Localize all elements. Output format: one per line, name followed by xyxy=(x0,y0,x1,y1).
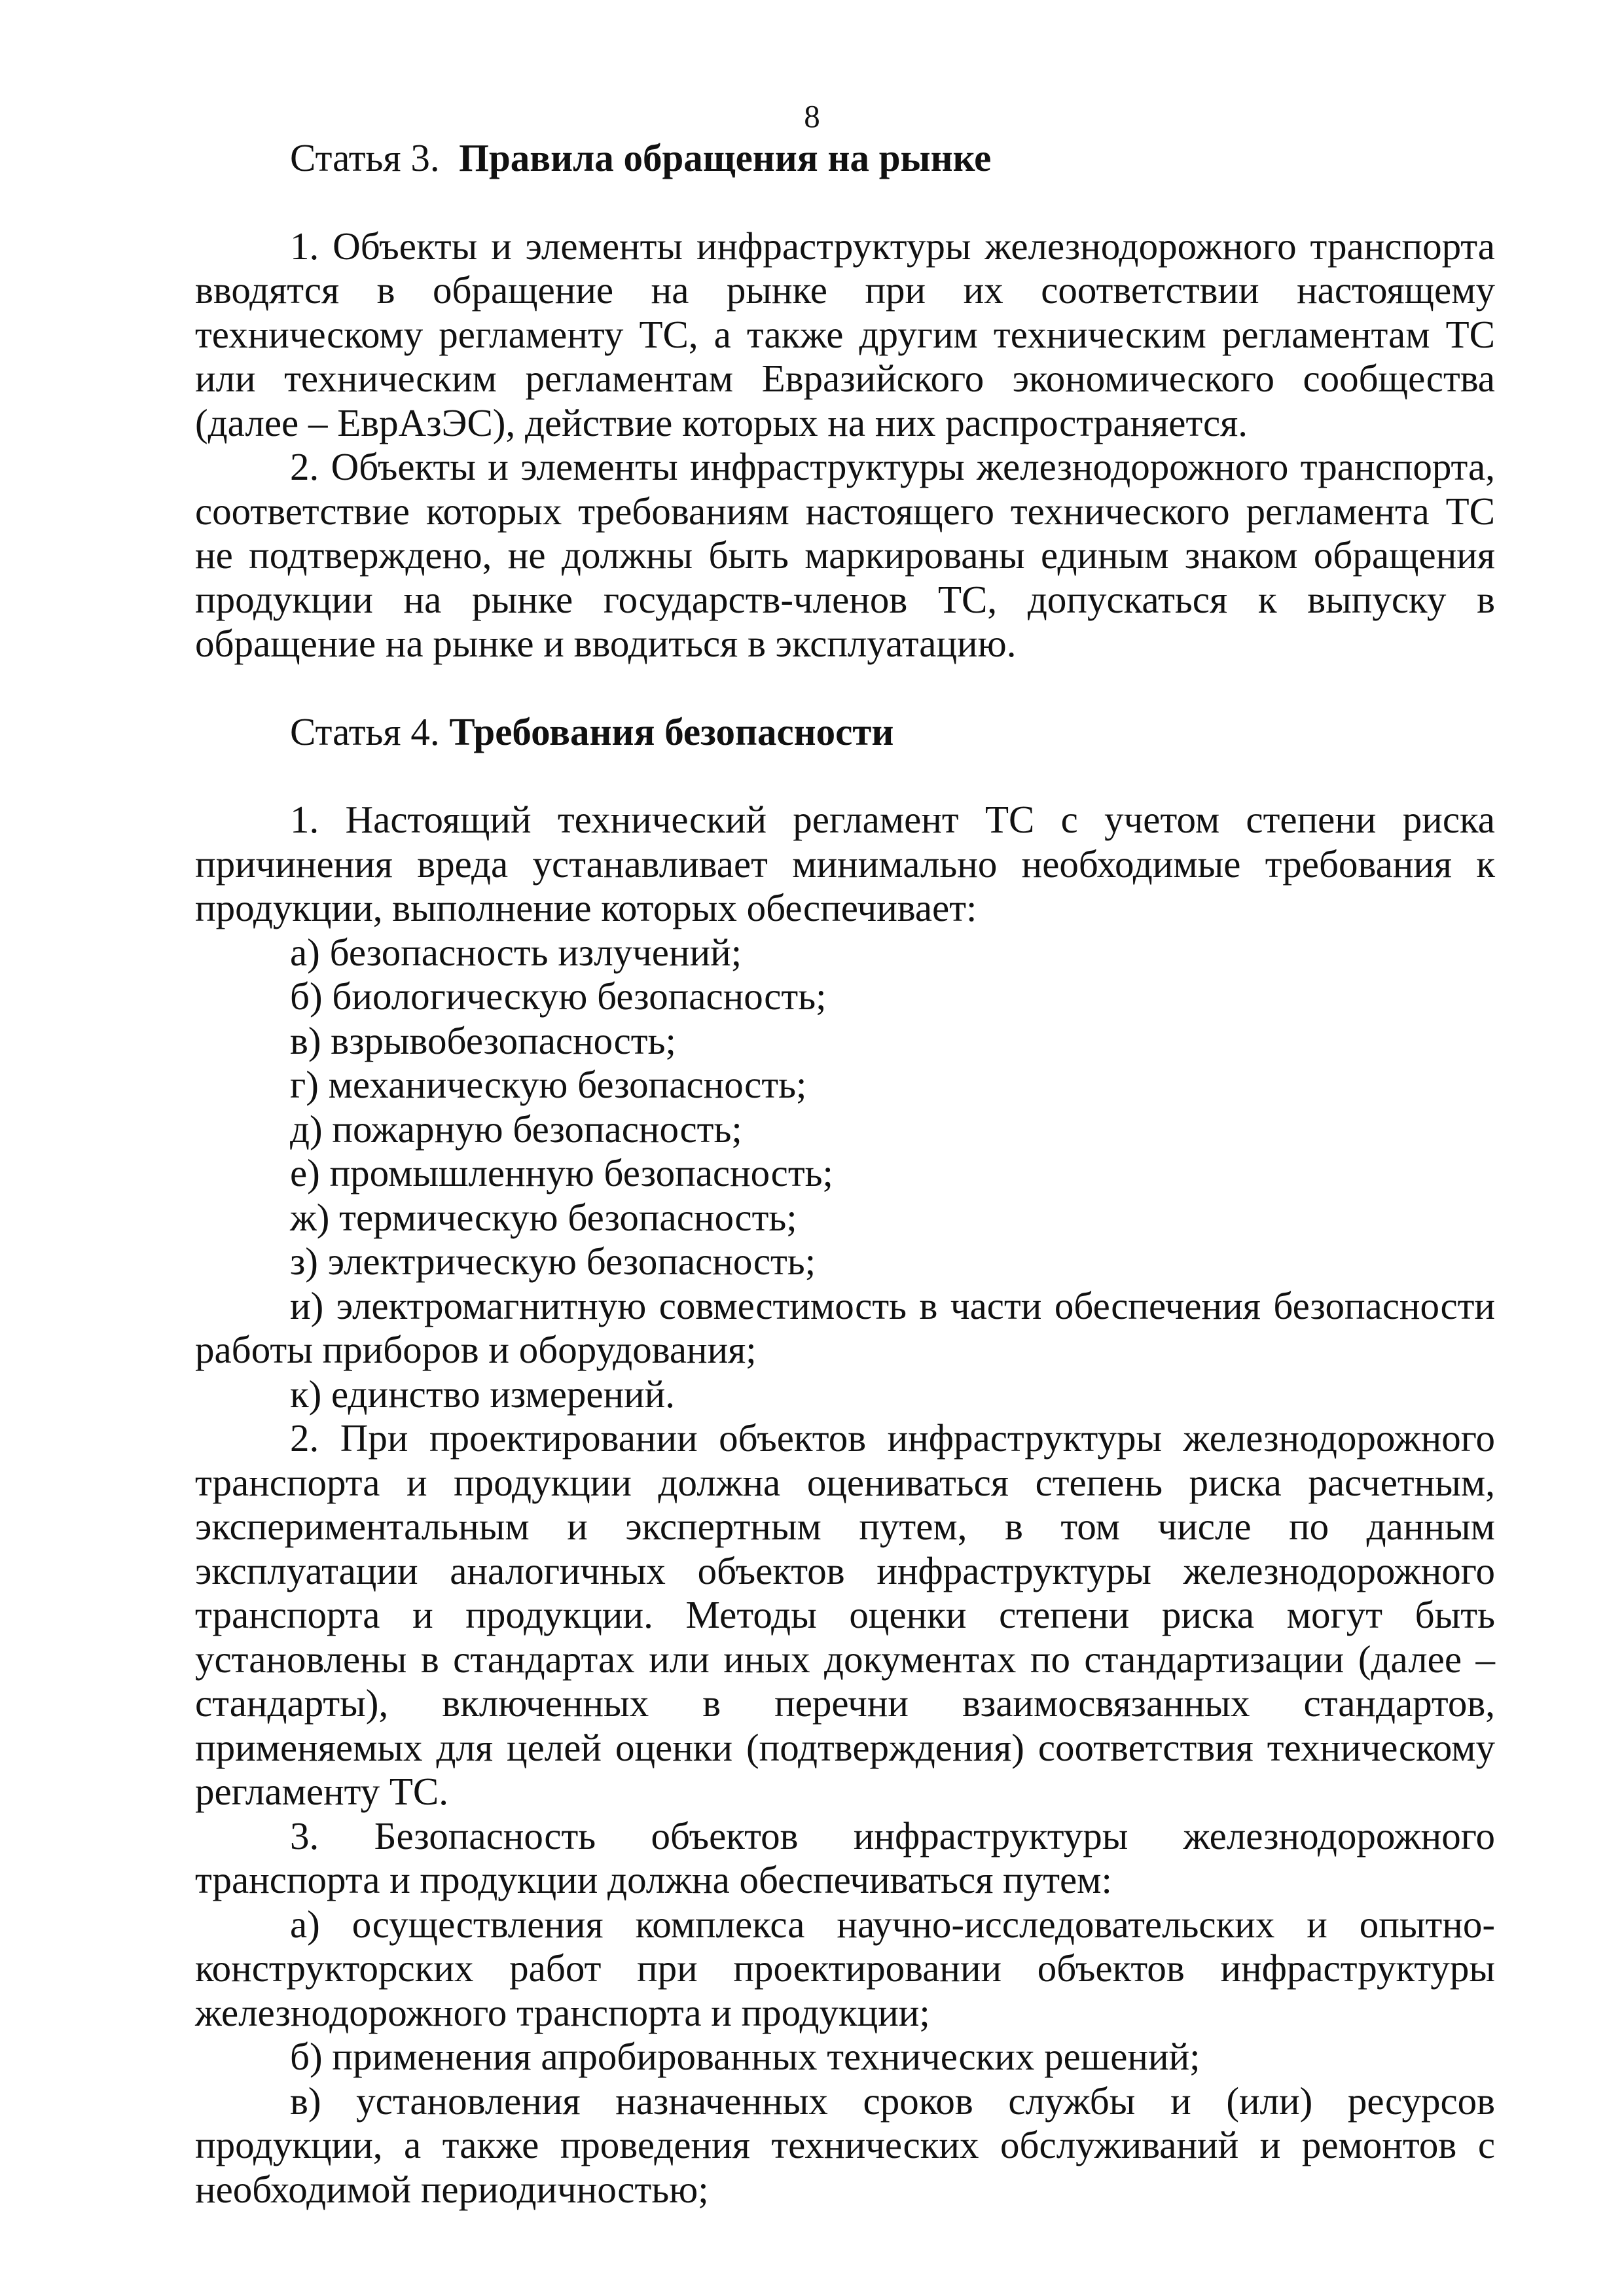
list-item: в) установления назначенных сроков службы и (или) ресурсов продукции, а также проведения технических обслуживаний и ремонтов с необходимой периодичностью; xyxy=(195,2079,1495,2211)
list-item: б) применения апробированных технических решений; xyxy=(290,2035,1200,2078)
list-item: и) электромагнитную совместимость в части обеспечения безопасности работы приборов и оборудования; xyxy=(195,1283,1495,1371)
page-number: 8 xyxy=(804,98,820,134)
article-4-heading xyxy=(195,710,1495,755)
article-4-paragraph: 3. Безопасность объектов инфраструктуры железнодорожного транспорта и продукции должна обеспечиваться путем: xyxy=(195,1814,1495,1901)
article-4-title: Требования безопасности xyxy=(449,709,894,753)
article-3-title: Правила обращения на рынке xyxy=(459,136,992,179)
article-4-paragraph: 2. При проектировании объектов инфраструктуры железнодорожного транспорта и продукции должна оцениваться степень риска расчетным, экспериментальным и экспертным путем, в том числе по данным эксплуатации аналогичных объектов инфраструктуры железнодорожного транспорта и продукции. Методы оценки степени риска могут быть установлены в стандартах или иных документах по стандартизации (далее – стандарты), включенных в перечни взаимосвязанных стандартов, применяемых для целей оценки (подтверждения) соответствия техническому регламенту ТС. xyxy=(195,1416,1495,1813)
list-item: д) пожарную безопасность; xyxy=(290,1107,742,1151)
article-4-prefix: Статья 4. xyxy=(290,709,440,753)
list-item: з) электрическую безопасность; xyxy=(290,1240,816,1283)
list-item: а) осуществления комплекса научно-исследовательских и опытно-конструкторских работ при проектировании объектов инфраструктуры железнодорожного транспорта и продукции; xyxy=(195,1902,1495,2034)
document-body xyxy=(195,136,1495,2212)
list-item: к) единство измерений. xyxy=(290,1372,676,1416)
list-item: г) механическую безопасность; xyxy=(290,1063,807,1106)
list-item: ж) термическую безопасность; xyxy=(290,1195,797,1239)
article-3-paragraph: 1. Объекты и элементы инфраструктуры железнодорожного транспорта вводятся в обращение на рынке при их соответствии настоящему техническому регламенту ТС, а также другим техническим регламентам ТС или техническим регламентам Евразийского экономического сообщества (далее – ЕврАзЭС), действие которых на них распространяется. xyxy=(195,224,1495,444)
article-3-paragraph: 2. Объекты и элементы инфраструктуры железнодорожного транспорта, соответствие которых требованиям настоящего технического регламента ТС не подтверждено, не должны быть маркированы единым знаком обращения продукции на рынке государств-членов ТС, допускаться к выпуску в обращение на рынке и вводиться в эксплуатацию. xyxy=(195,445,1495,665)
list-item: б) биологическую безопасность; xyxy=(290,975,827,1018)
list-item: е) промышленную безопасность; xyxy=(290,1151,833,1194)
article-3-prefix: Статья 3. xyxy=(290,136,440,179)
list-item: в) взрывобезопасность; xyxy=(290,1018,676,1062)
article-4-paragraph: 1. Настоящий технический регламент ТС с учетом степени риска причинения вреда устанавливает минимально необходимые требования к продукции, выполнение которых обеспечивает: xyxy=(195,798,1495,929)
list-item: а) безопасность излучений; xyxy=(290,930,742,974)
article-3-heading xyxy=(195,136,1495,181)
